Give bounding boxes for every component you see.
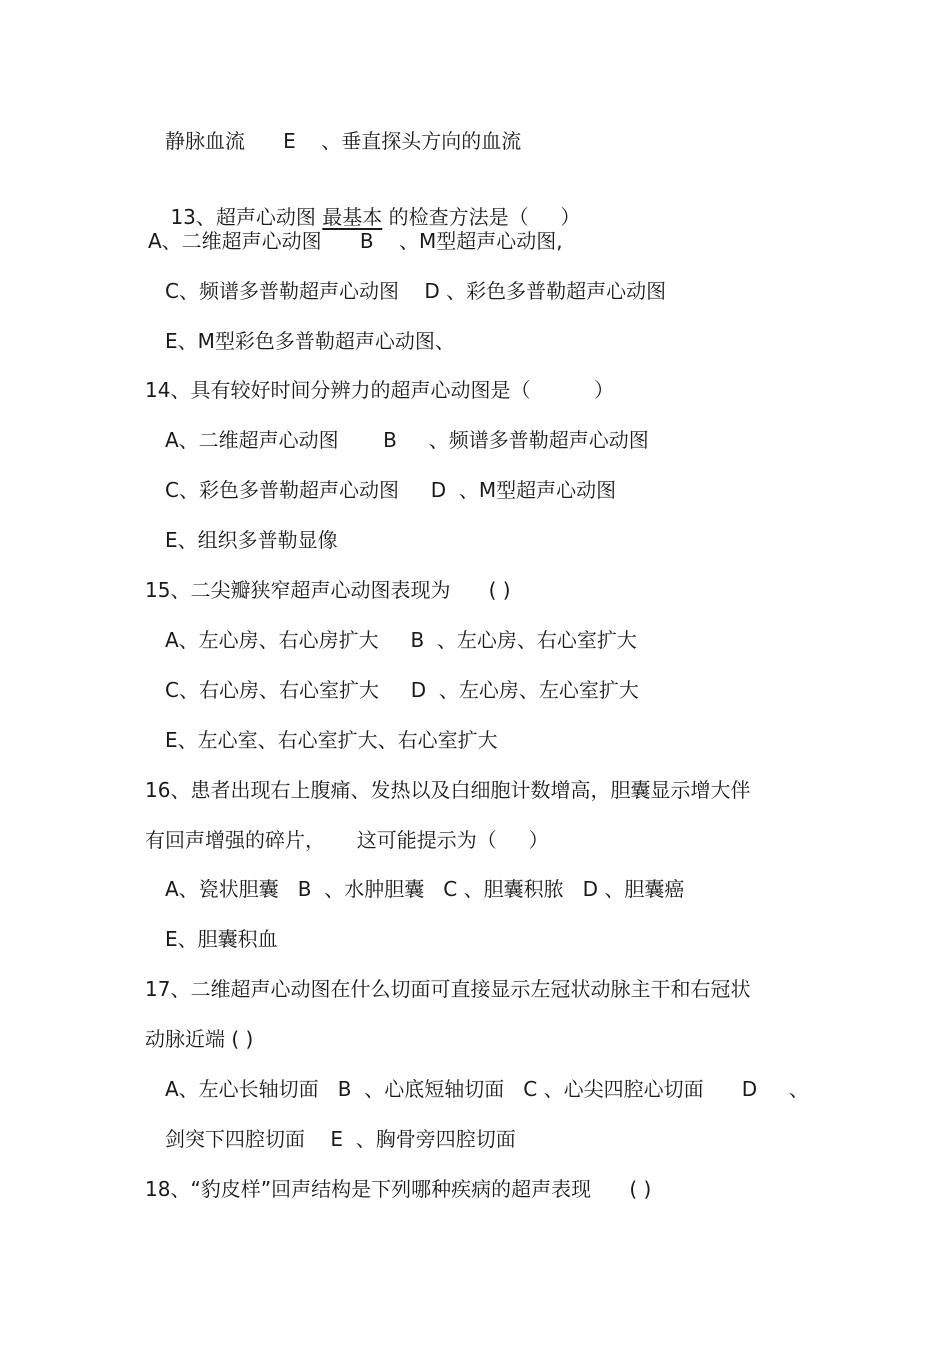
option-line: A、瓷状胆囊 B 、水肿胆囊 C 、胆囊积脓 D 、胆囊癌 xyxy=(165,877,685,901)
question-prefix: 13、超声心动图 xyxy=(170,205,323,229)
option-line: E、胆囊积血 xyxy=(165,927,278,951)
question-16-cont: 有回声增强的碎片， 这可能提示为（ ） xyxy=(145,828,549,852)
option-line: C、右心房、右心室扩大 D 、左心房、左心室扩大 xyxy=(165,678,639,702)
option-line: 剑突下四腔切面 E 、胸骨旁四腔切面 xyxy=(165,1127,516,1151)
question-18: 18、“豹皮样”回声结构是下列哪种疾病的超声表现 ( ) xyxy=(145,1177,652,1201)
option-line: 静脉血流 E 、垂直探头方向的血流 xyxy=(165,129,522,153)
option-line: A、二维超声心动图 B 、频谱多普勒超声心动图 xyxy=(165,428,649,452)
question-15: 15、二尖瓣狭窄超声心动图表现为 ( ) xyxy=(145,578,511,602)
option-line: E、M型彩色多普勒超声心动图、 xyxy=(165,329,455,353)
option-line: A、左心房、右心房扩大 B 、左心房、右心室扩大 xyxy=(165,628,637,652)
question-17: 17、二维超声心动图在什么切面可直接显示左冠状动脉主干和右冠状 xyxy=(145,977,751,1001)
question-16: 16、患者出现右上腹痛、发热以及白细胞计数增高，胆囊显示增大伴 xyxy=(145,778,751,802)
option-line: A、左心长轴切面 B 、心底短轴切面 C 、心尖四腔心切面 D 、 xyxy=(165,1077,809,1101)
option-line: E、组织多普勒显像 xyxy=(165,528,338,552)
option-line: E、左心室、右心室扩大、右心室扩大 xyxy=(165,728,498,752)
question-suffix: 的检查方法是（ ） xyxy=(382,205,581,229)
question-14: 14、具有较好时间分辨力的超声心动图是（ ） xyxy=(145,378,615,402)
option-line: C、彩色多普勒超声心动图 D 、M型超声心动图 xyxy=(165,478,617,502)
option-line: A、二维超声心动图 B 、M型超声心动图, xyxy=(148,229,563,253)
question-17-cont: 动脉近端 ( ) xyxy=(145,1027,254,1051)
underlined-emphasis: 最基本 xyxy=(322,205,383,229)
option-line: C、频谱多普勒超声心动图 D 、彩色多普勒超声心动图 xyxy=(165,279,667,303)
